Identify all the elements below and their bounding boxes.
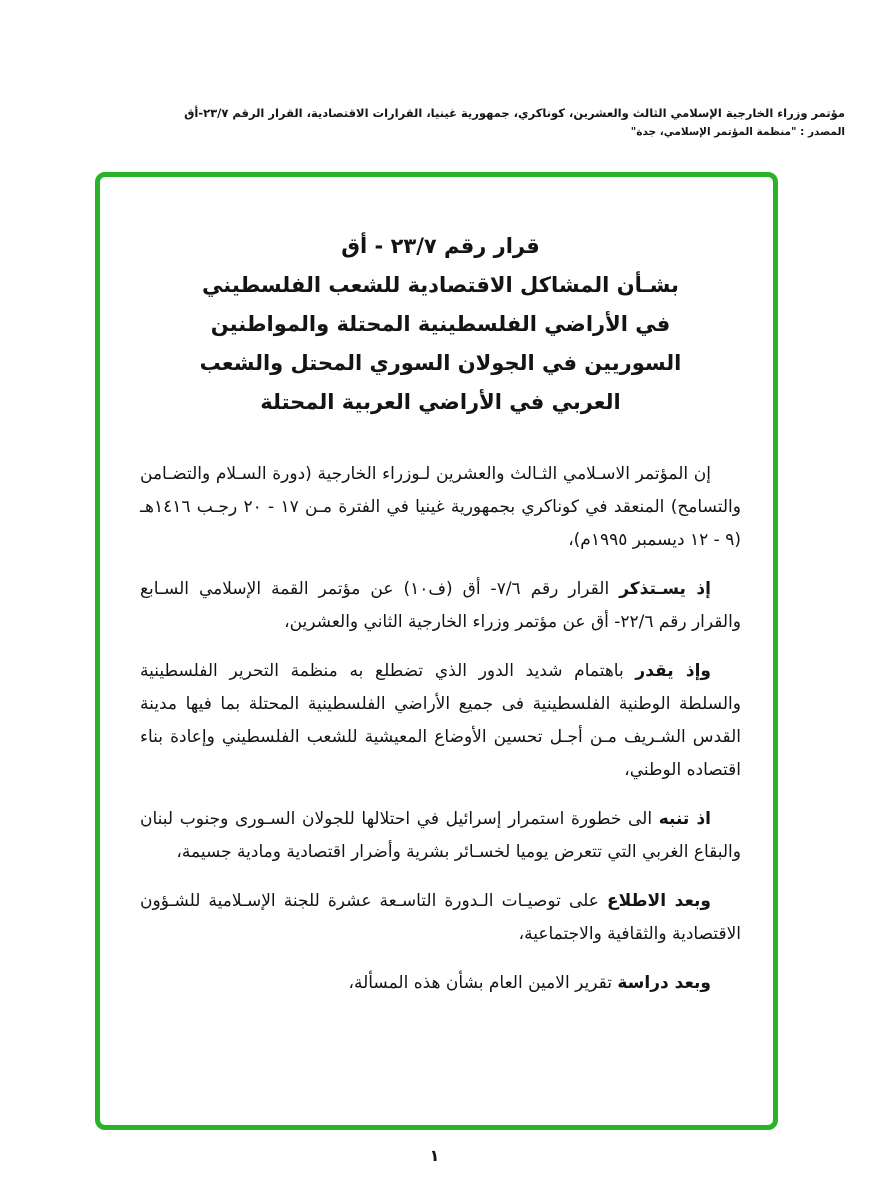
paragraph-having-studied xyxy=(140,967,741,1000)
page-footer xyxy=(0,1146,869,1165)
paragraph-text: إن المؤتمر الاسـلامي الثـالث والعشرين لـوزراء الخارجية (دورة السـلام والتضـامن والتسامح) المنعقد في كوناكري بجمهورية غينيا في الفترة مـن ١٧ - ٢٠ رجـب ١٤١٦هـ (٩ - ١٢ ديسمبر ١٩٩٥م)، xyxy=(140,464,741,550)
paragraph-lead: وبعد دراسة xyxy=(617,973,711,993)
green-frame xyxy=(95,172,778,1130)
paragraph-text: تقرير الامين العام بشأن هذه المسألة، xyxy=(348,973,618,993)
paragraph-lead: إذ يسـتذكر xyxy=(619,579,711,599)
paragraph-noting-danger xyxy=(140,803,741,869)
paragraph-lead: وبعد الاطلاع xyxy=(607,891,711,911)
resolution-title xyxy=(140,227,741,422)
citation-header xyxy=(24,106,845,140)
paragraph-preamble xyxy=(140,458,741,557)
paragraph-text: على توصيـات الـدورة التاسـعة عشرة للجنة الإسـلامية للشـؤون الاقتصادية والثقافية والاجتماعية، xyxy=(140,891,741,944)
paragraph-appreciating xyxy=(140,655,741,787)
title-line-3: في الأراضي الفلسطينية المحتلة والمواطنين xyxy=(210,312,671,336)
page-number: ١ xyxy=(429,1146,440,1165)
resolution-body xyxy=(140,458,741,1000)
paragraph-recalling xyxy=(140,573,741,639)
paragraph-having-reviewed xyxy=(140,885,741,951)
title-line-4: السوريين في الجولان السوري المحتل والشعب xyxy=(199,351,682,375)
title-line-2: بشـأن المشاكل الاقتصادية للشعب الفلسطيني xyxy=(202,273,679,297)
paragraph-text: باهتمام شديد الدور الذي تضطلع به منظمة التحرير الفلسطينية والسلطة الوطنية الفلسطينية فى جميع الأراضي الفلسطينية المحتلة بما فيها مدينة القدس الشـريف مـن أجـل تحسين الأوضاع المعيشية للشعب الفلسطيني وإعادة بناء اقتصاده الوطني، xyxy=(140,661,741,780)
title-line-5: العربي في الأراضي العربية المحتلة xyxy=(260,390,621,414)
paragraph-lead: وإذ يقدر xyxy=(635,661,711,681)
title-line-1: قرار رقم ٢٣/٧ - أق xyxy=(341,234,540,258)
paragraph-text: الى خطورة استمرار إسرائيل في احتلالها للجولان السـورى وجنوب لبنان والبقاع الغربي التي تتعرض يوميا لخسـائر بشرية وأضرار اقتصادية ومادية جسيمة، xyxy=(140,809,741,862)
citation-line1: مؤتمر وزراء الخارجية الإسلامي الثالث والعشرين، كوناكري، جمهورية غينيا، القرارات الاقتصادية، القرار الرقم ٢٣/٧-أق xyxy=(184,106,845,120)
paragraph-text: القرار رقم ٧/٦- أق (ف١٠) عن مؤتمر القمة الإسلامي السـابع والقرار رقم ٢٢/٦- أق عن مؤتمر وزراء الخارجية الثاني والعشرين، xyxy=(140,579,741,632)
paragraph-lead: اذ تنبه xyxy=(658,809,711,829)
citation-source-line: المصدر : "منظمة المؤتمر الإسلامي، جدة" xyxy=(630,126,845,138)
